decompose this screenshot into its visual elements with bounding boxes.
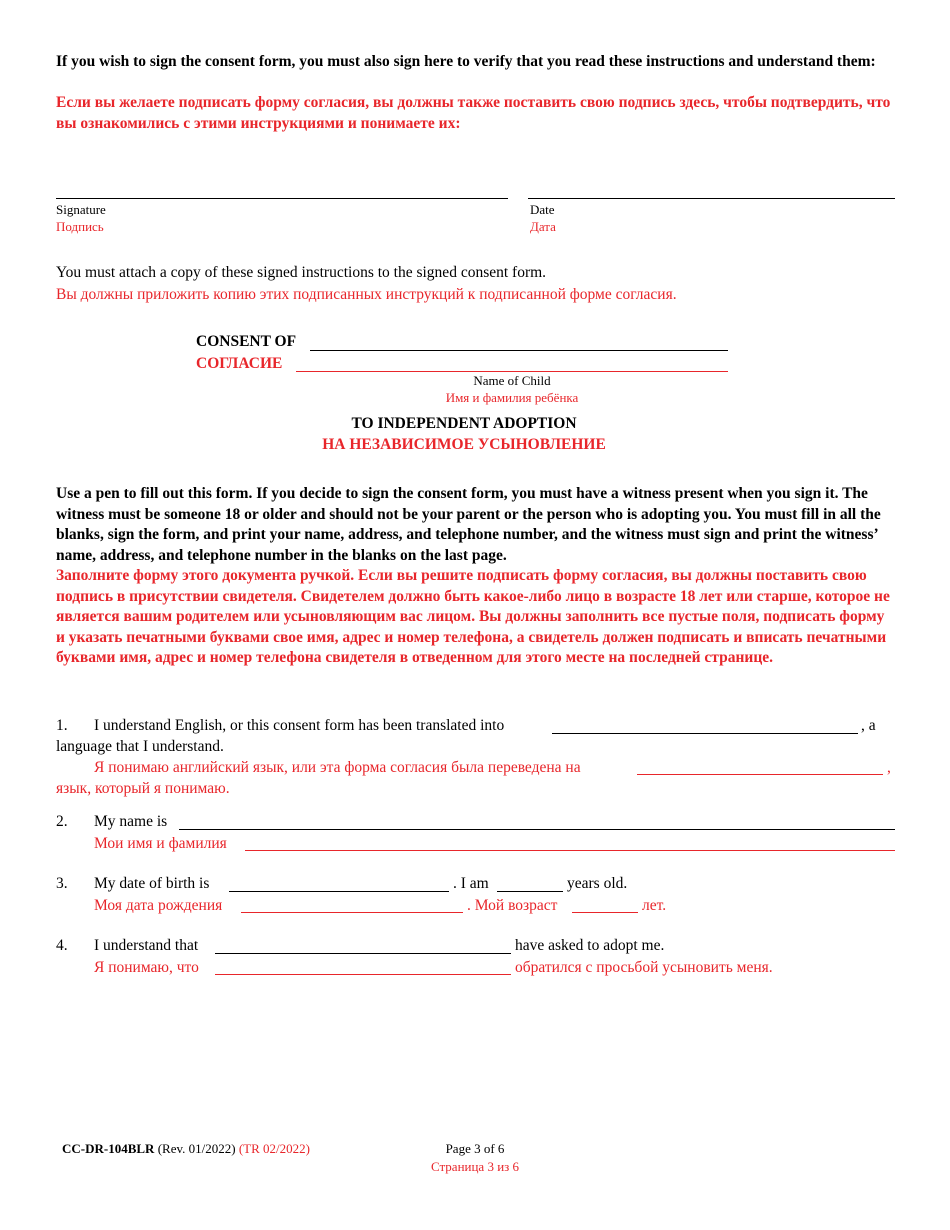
- child-name-line-ru[interactable]: [296, 371, 728, 372]
- child-name-line-en[interactable]: [310, 350, 728, 351]
- language-line-en[interactable]: [552, 733, 858, 734]
- item3-age-suffix-en: years old.: [567, 875, 628, 892]
- item1-suffix-ru: ,: [887, 759, 891, 776]
- adopter-name-line-en[interactable]: [215, 953, 511, 954]
- date-line[interactable]: [528, 198, 895, 199]
- item3-text-ru: Моя дата рождения: [94, 897, 223, 914]
- item2-number: 2.: [56, 813, 68, 830]
- form-revision: (Rev. 01/2022): [157, 1141, 236, 1156]
- item1-text-en: I understand English, or this consent form has been translated into: [94, 717, 505, 734]
- consent-of-en: CONSENT OF: [196, 333, 297, 350]
- item2-text-ru: Мои имя и фамилия: [94, 835, 227, 852]
- form-id: CC-DR-104BLR: [62, 1141, 155, 1156]
- item1-number: 1.: [56, 717, 68, 734]
- item1-text-en-cont: language that I understand.: [56, 738, 224, 755]
- name-of-child-ru: Имя и фамилия ребёнка: [445, 390, 579, 405]
- form-translation-revision: (TR 02/2022): [238, 1141, 310, 1156]
- adopter-name-line-ru[interactable]: [215, 974, 511, 975]
- date-label-ru: Дата: [530, 219, 556, 234]
- date-label-en: Date: [530, 202, 555, 217]
- item4-suffix-en: have asked to adopt me.: [515, 937, 665, 954]
- item4-text-en: I understand that: [94, 937, 199, 954]
- footer-form-id: [62, 1141, 310, 1157]
- intro-en: Use a pen to fill out this form. If you decide to sign the consent form, you must have a witness present when you sign it. The witness must be someone 18 or older and should not be your parent or the person who is adopting you. You must fill in all the blanks, sign the form, and print your name, address, and telephone number, and the witness must sign and print the witness’ name, address, and telephone number in the blanks on the last page.: [56, 485, 881, 564]
- page-number-ru: Страница 3 из 6: [430, 1159, 520, 1174]
- signature-line[interactable]: [56, 198, 508, 199]
- signature-label-en: Signature: [56, 202, 106, 217]
- form-title-ru: НА НЕЗАВИСИМОЕ УСЫНОВЛЕНИЕ: [322, 436, 606, 453]
- item1-text-ru: Я понимаю английский язык, или эта форма согласия была переведена на: [94, 759, 581, 776]
- item3-text-en: My date of birth is: [94, 875, 210, 892]
- item3-number: 3.: [56, 875, 68, 892]
- language-line-ru[interactable]: [637, 774, 883, 775]
- attach-note-en: You must attach a copy of these signed instructions to the signed consent form.: [56, 264, 547, 281]
- item1-text-ru-cont: язык, который я понимаю.: [56, 780, 230, 797]
- dob-line-en[interactable]: [229, 891, 449, 892]
- item3-age-prefix-en: . I am: [453, 875, 489, 892]
- sign-instructions-ru: Если вы желаете подписать форму согласия, вы должны также поставить свою подпись здесь, чтобы подтвердить, что вы ознакомились с этими инструкциями и понимаете их:: [56, 94, 891, 132]
- form-title-en: TO INDEPENDENT ADOPTION: [351, 415, 577, 432]
- item4-suffix-ru: обратился с просьбой усыновить меня.: [515, 959, 773, 976]
- page-number-en: Page 3 of 6: [445, 1141, 505, 1156]
- age-line-ru[interactable]: [572, 912, 638, 913]
- dob-line-ru[interactable]: [241, 912, 463, 913]
- item4-text-ru: Я понимаю, что: [94, 959, 199, 976]
- sign-instructions-en: If you wish to sign the consent form, you must also sign here to verify that you read these instructions and understand them:: [56, 53, 876, 70]
- item2-text-en: My name is: [94, 813, 168, 830]
- age-line-en[interactable]: [497, 891, 563, 892]
- my-name-line-ru[interactable]: [245, 850, 895, 851]
- item3-age-prefix-ru: . Мой возраст: [467, 897, 558, 914]
- item1-suffix-en: , a: [861, 717, 876, 734]
- intro-ru: Заполните форму этого документа ручкой. Если вы решите подписать форму согласия, вы должны поставить свою подпись в присутствии свидетеля. Свидетелем должно быть какое-либо лицо в возрасте 18 лет или старше, которое не является вашим родителем или усыновляющим вас лицом. Вы должны заполнить все пустые поля, подписать форму и указать печатными буквами свое имя, адрес и номер телефона, а свидетель должен подписать и вписать печатными буквами имя, адрес и номер телефона свидетеля в отведенном для этого месте на последней странице.: [56, 567, 890, 666]
- signature-label-ru: Подпись: [56, 219, 104, 234]
- consent-of-ru: СОГЛАСИЕ: [196, 355, 283, 372]
- item4-number: 4.: [56, 937, 68, 954]
- name-of-child-en: Name of Child: [473, 373, 551, 388]
- my-name-line-en[interactable]: [179, 829, 895, 830]
- attach-note-ru: Вы должны приложить копию этих подписанных инструкций к подписанной форме согласия.: [56, 286, 677, 303]
- item3-age-suffix-ru: лет.: [642, 897, 667, 914]
